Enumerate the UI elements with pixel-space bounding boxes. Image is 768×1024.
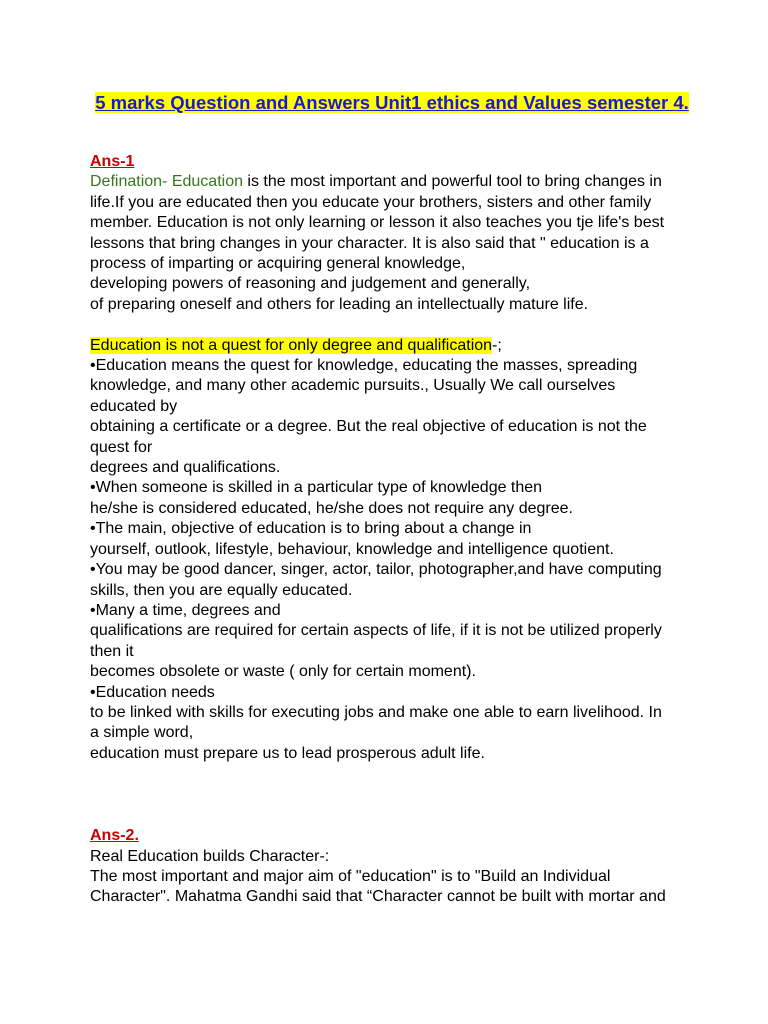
- body-line: yourself, outlook, lifestyle, behaviour, knowledge and intelligence quotient.: [90, 540, 614, 558]
- highlighted-subheading: Education is not a quest for only degree and qualification: [90, 336, 493, 354]
- body-line: knowledge, and many other academic pursuits., Usually We call ourselves: [90, 377, 616, 395]
- document-title: [86, 92, 698, 114]
- body-line: •When someone is skilled in a particular type of knowledge then: [90, 479, 543, 497]
- answer-1-subheading: [90, 336, 688, 356]
- body-line: qualifications are required for certain aspects of life, if it is not be utilized properly: [90, 622, 662, 640]
- body-line: degrees and qualifications.: [90, 459, 281, 477]
- answer-2-line: Real Education builds Character-:: [90, 847, 330, 865]
- answer-1-heading: Ans-1: [90, 153, 135, 170]
- definition-line: life.If you are educated then you educate your brothers, sisters and other family: [90, 193, 652, 211]
- definition-label: Defination- Education: [90, 173, 243, 191]
- body-line: •Many a time, degrees and: [90, 601, 281, 619]
- definition-line: lessons that bring changes in your character. It is also said that " education is a: [90, 234, 649, 252]
- definition-line: is the most important and powerful tool to bring changes in: [242, 173, 662, 191]
- body-line: to be linked with skills for executing jobs and make one able to earn livelihood. In: [90, 703, 662, 721]
- body-line: •Education needs: [90, 683, 215, 701]
- subheading-suffix: -;: [492, 336, 502, 354]
- body-line: then it: [90, 642, 134, 660]
- body-line: educated by: [90, 397, 178, 415]
- body-line: •The main, objective of education is to bring about a change in: [90, 520, 532, 538]
- definition-line: of preparing oneself and others for leading an intellectually mature life.: [90, 295, 589, 313]
- definition-line: process of imparting or acquiring general knowledge,: [90, 255, 466, 273]
- body-line: skills, then you are equally educated.: [90, 581, 353, 599]
- document-title-text: 5 marks Question and Answers Unit1 ethics and Values semester 4.: [95, 92, 689, 113]
- definition-line: member. Education is not only learning or lesson it also teaches you tje life's best: [90, 214, 665, 232]
- body-line: obtaining a certificate or a degree. But the real objective of education is not the: [90, 418, 647, 436]
- answer-2-heading: Ans-2.: [90, 827, 139, 845]
- body-line: becomes obsolete or waste ( only for certain moment).: [90, 663, 476, 681]
- answer-1-definition: [90, 172, 688, 315]
- paragraph-gap: [90, 315, 688, 335]
- answer-1-body: [90, 356, 688, 764]
- answer-2-body: [90, 847, 688, 908]
- body-line: education must prepare us to lead prosperous adult life.: [90, 744, 485, 762]
- body-line: •You may be good dancer, singer, actor, tailor, photographer,and have computing: [90, 561, 662, 579]
- body-line: he/she is considered educated, he/she does not require any degree.: [90, 499, 573, 517]
- body-line: •Education means the quest for knowledge, educating the masses, spreading: [90, 357, 638, 375]
- body-line: a simple word,: [90, 724, 194, 742]
- body-line: quest for: [90, 438, 153, 456]
- definition-first-line: [90, 172, 688, 192]
- definition-line: developing powers of reasoning and judgement and generally,: [90, 275, 531, 293]
- answer-2-line: The most important and major aim of "education" is to "Build an Individual: [90, 867, 611, 885]
- answer-2-line: Character". Mahatma Gandhi said that “Character cannot be built with mortar and: [90, 888, 666, 906]
